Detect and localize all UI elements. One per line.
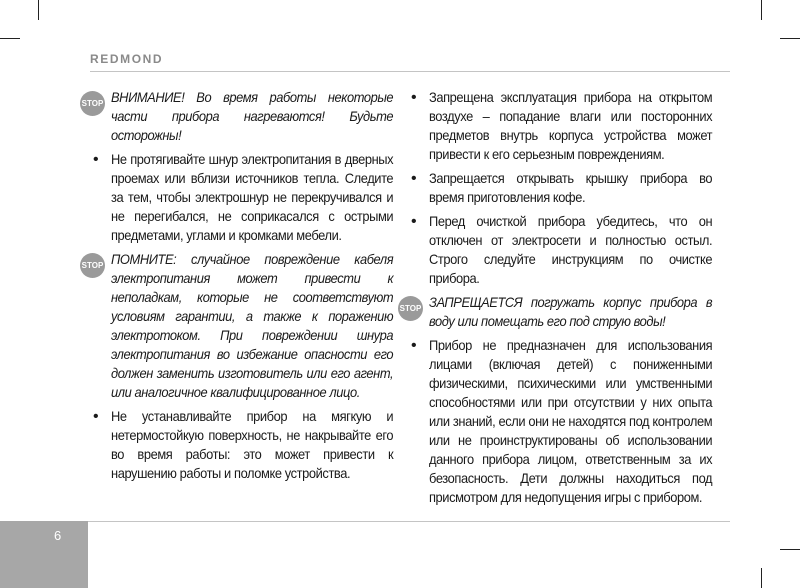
right-column	[398, 88, 714, 512]
bullet-icon: •	[411, 337, 417, 354]
crop-mark	[780, 549, 800, 550]
paragraph-text: Не протягивайте шнур электропитания в дверных проемах или вблизи источников тепла. Следите за тем, чтобы электрошнур не перекручивался и не перегибался, не соприкасался с острыми предметами, углами и кромками мебели.	[111, 151, 394, 243]
brand-logo: REDMOND	[90, 52, 164, 66]
bullet-icon: •	[411, 89, 417, 106]
stop-icon: STOP	[80, 253, 105, 278]
crop-mark	[38, 0, 39, 20]
bullet-paragraph	[398, 169, 714, 207]
paragraph-text: ПОМНИТЕ: случайное повреждение кабеля электропитания может привести к неполадкам, которые не соответствуют условиям гарантии, а также к поражению электротоком. При повреждении шнура электропитания во избежание опасности его должен заменить изготовитель или его агент, или аналогичное квалифицированное лицо.	[111, 251, 394, 400]
crop-mark	[761, 0, 762, 20]
bullet-paragraph	[398, 212, 714, 288]
warning-paragraph	[80, 250, 395, 402]
crop-mark	[0, 38, 20, 39]
crop-mark	[780, 38, 800, 39]
header-divider	[90, 71, 730, 72]
bullet-icon: •	[411, 213, 417, 230]
bullet-paragraph	[398, 336, 714, 507]
bullet-icon: •	[93, 151, 99, 168]
footer-divider	[88, 521, 730, 522]
bullet-paragraph	[80, 407, 395, 483]
page-number-box	[0, 521, 88, 588]
left-column	[80, 88, 395, 488]
bullet-paragraph	[398, 88, 714, 164]
stop-icon: STOP	[80, 91, 105, 116]
paragraph-text: Перед очисткой прибора убедитесь, что он отключен от электросети и полностью остыл. Строго следуйте инструкциям по очистке прибора.	[429, 213, 713, 286]
stop-icon: STOP	[398, 296, 423, 321]
paragraph-text: ВНИМАНИЕ! Во время работы некоторые части прибора нагреваются! Будьте осторожны!	[111, 89, 394, 143]
crop-mark	[761, 568, 762, 588]
bullet-icon: •	[93, 408, 99, 425]
paragraph-text: Запрещена эксплуатация прибора на открытом воздухе – попадание влаги или посторонних предметов внутрь корпуса устройства может привести к его серьезным повреждениям.	[429, 89, 713, 162]
paragraph-text: Не устанавливайте прибор на мягкую и нетермостойкую поверхность, не накрывайте его во время работы: это может привести к нарушению работы и поломке устройства.	[111, 408, 394, 481]
warning-paragraph	[398, 293, 714, 331]
paragraph-text: Прибор не предназначен для использования лицами (включая детей) с пониженными физическими, психическими или умственными способностями или при отсутствии у них опыта или знаний, если они не находятся под контролем или не проинструктированы об использовании данного прибора лицом, ответственным за их безопасность. Дети должны находиться под присмотром для недопущения игры с прибором.	[429, 337, 713, 505]
paragraph-text: Запрещается открывать крышку прибора во время приготовления кофе.	[429, 170, 713, 205]
bullet-paragraph	[80, 150, 395, 245]
paragraph-text: ЗАПРЕЩАЕТСЯ погружать корпус прибора в воду или помещать его под струю воды!	[429, 294, 713, 329]
page-number: 6	[54, 528, 62, 543]
warning-paragraph	[80, 88, 395, 145]
bullet-icon: •	[411, 170, 417, 187]
